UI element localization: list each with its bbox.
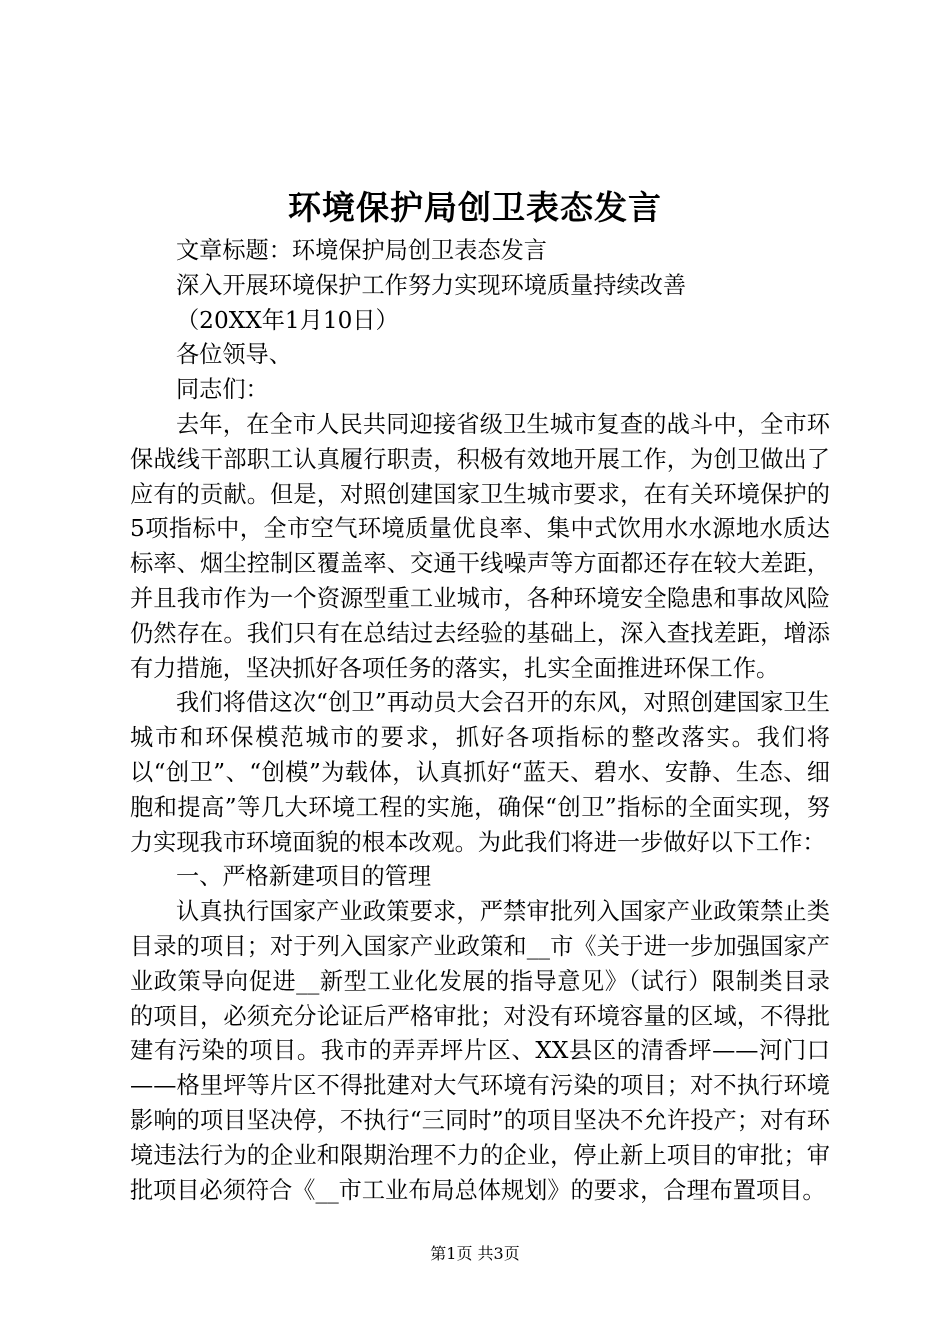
page-footer: 第1页 共3页 [430, 1244, 520, 1263]
paragraph-review: 去年，在全市人民共同迎接省级卫生城市复查的战斗中，全市环保战线干部职工认真履行职责，积极有效地开展工作，为创卫做出了应有的贡献。但是，对照创建国家卫生城市要求，在有关环境保护的5项指标中，全市空气环境质量优良率、集中式饮用水水源地水质达标率、烟尘控制区覆盖率、交通干线噪声等方面都还存在较大差距，并且我市作为一个资源型重工业城市，各种环境安全隐患和事故风险仍然存在。我们只有在总结过去经验的基础上，深入查找差距，增添有力措施，坚决抓好各项任务的落实，扎实全面推进环保工作。 [130, 410, 830, 682]
subtitle-line: 深入开展环境保护工作努力实现环境质量持续改善 [176, 271, 687, 299]
document-body [130, 234, 830, 1208]
paragraph-project-management: 认真执行国家产业政策要求，严禁审批列入国家产业政策禁止类目录的项目；对于列入国家产业政策和__市《关于进一步加强国家产业政策导向促进__新型工业化发展的指导意见》（试行）限制类目录的项目，必须充分论证后严格审批；对没有环境容量的区域，不得批建有污染的项目。我市的弄弄坪片区、XX县区的清香坪——河门口——格里坪等片区不得批建对大气环境有污染的项目；对不执行环境影响的项目坚决停，不执行“三同时”的项目坚决不允许投产；对有环境违法行为的企业和限期治理不力的企业，停止新上项目的审批；审批项目必须符合《__市工业布局总体规划》的要求，合理布置项目。 [130, 898, 830, 1204]
section-heading-1: 一、严格新建项目的管理 [176, 863, 432, 891]
date-line: （20XX年1月10日） [176, 306, 399, 334]
paragraph-plan: 我们将借这次“创卫”再动员大会召开的东风，对照创建国家卫生城市和环保模范城市的要求，抓好各项指标的整改落实。我们将以“创卫”、“创模”为载体，认真抓好“蓝天、碧水、安静、生态、细胞和提高”等几大环境工程的实施，确保“创卫”指标的全面实现，努力实现我市环境面貌的根本改观。为此我们将进一步做好以下工作： [130, 689, 830, 856]
salutation-comrades: 同志们： [176, 376, 269, 404]
document-title: 环境保护局创卫表态发言 [288, 188, 662, 227]
salutation-leaders: 各位领导、 [176, 341, 292, 369]
article-title-line: 文章标题：环境保护局创卫表态发言 [176, 237, 547, 264]
